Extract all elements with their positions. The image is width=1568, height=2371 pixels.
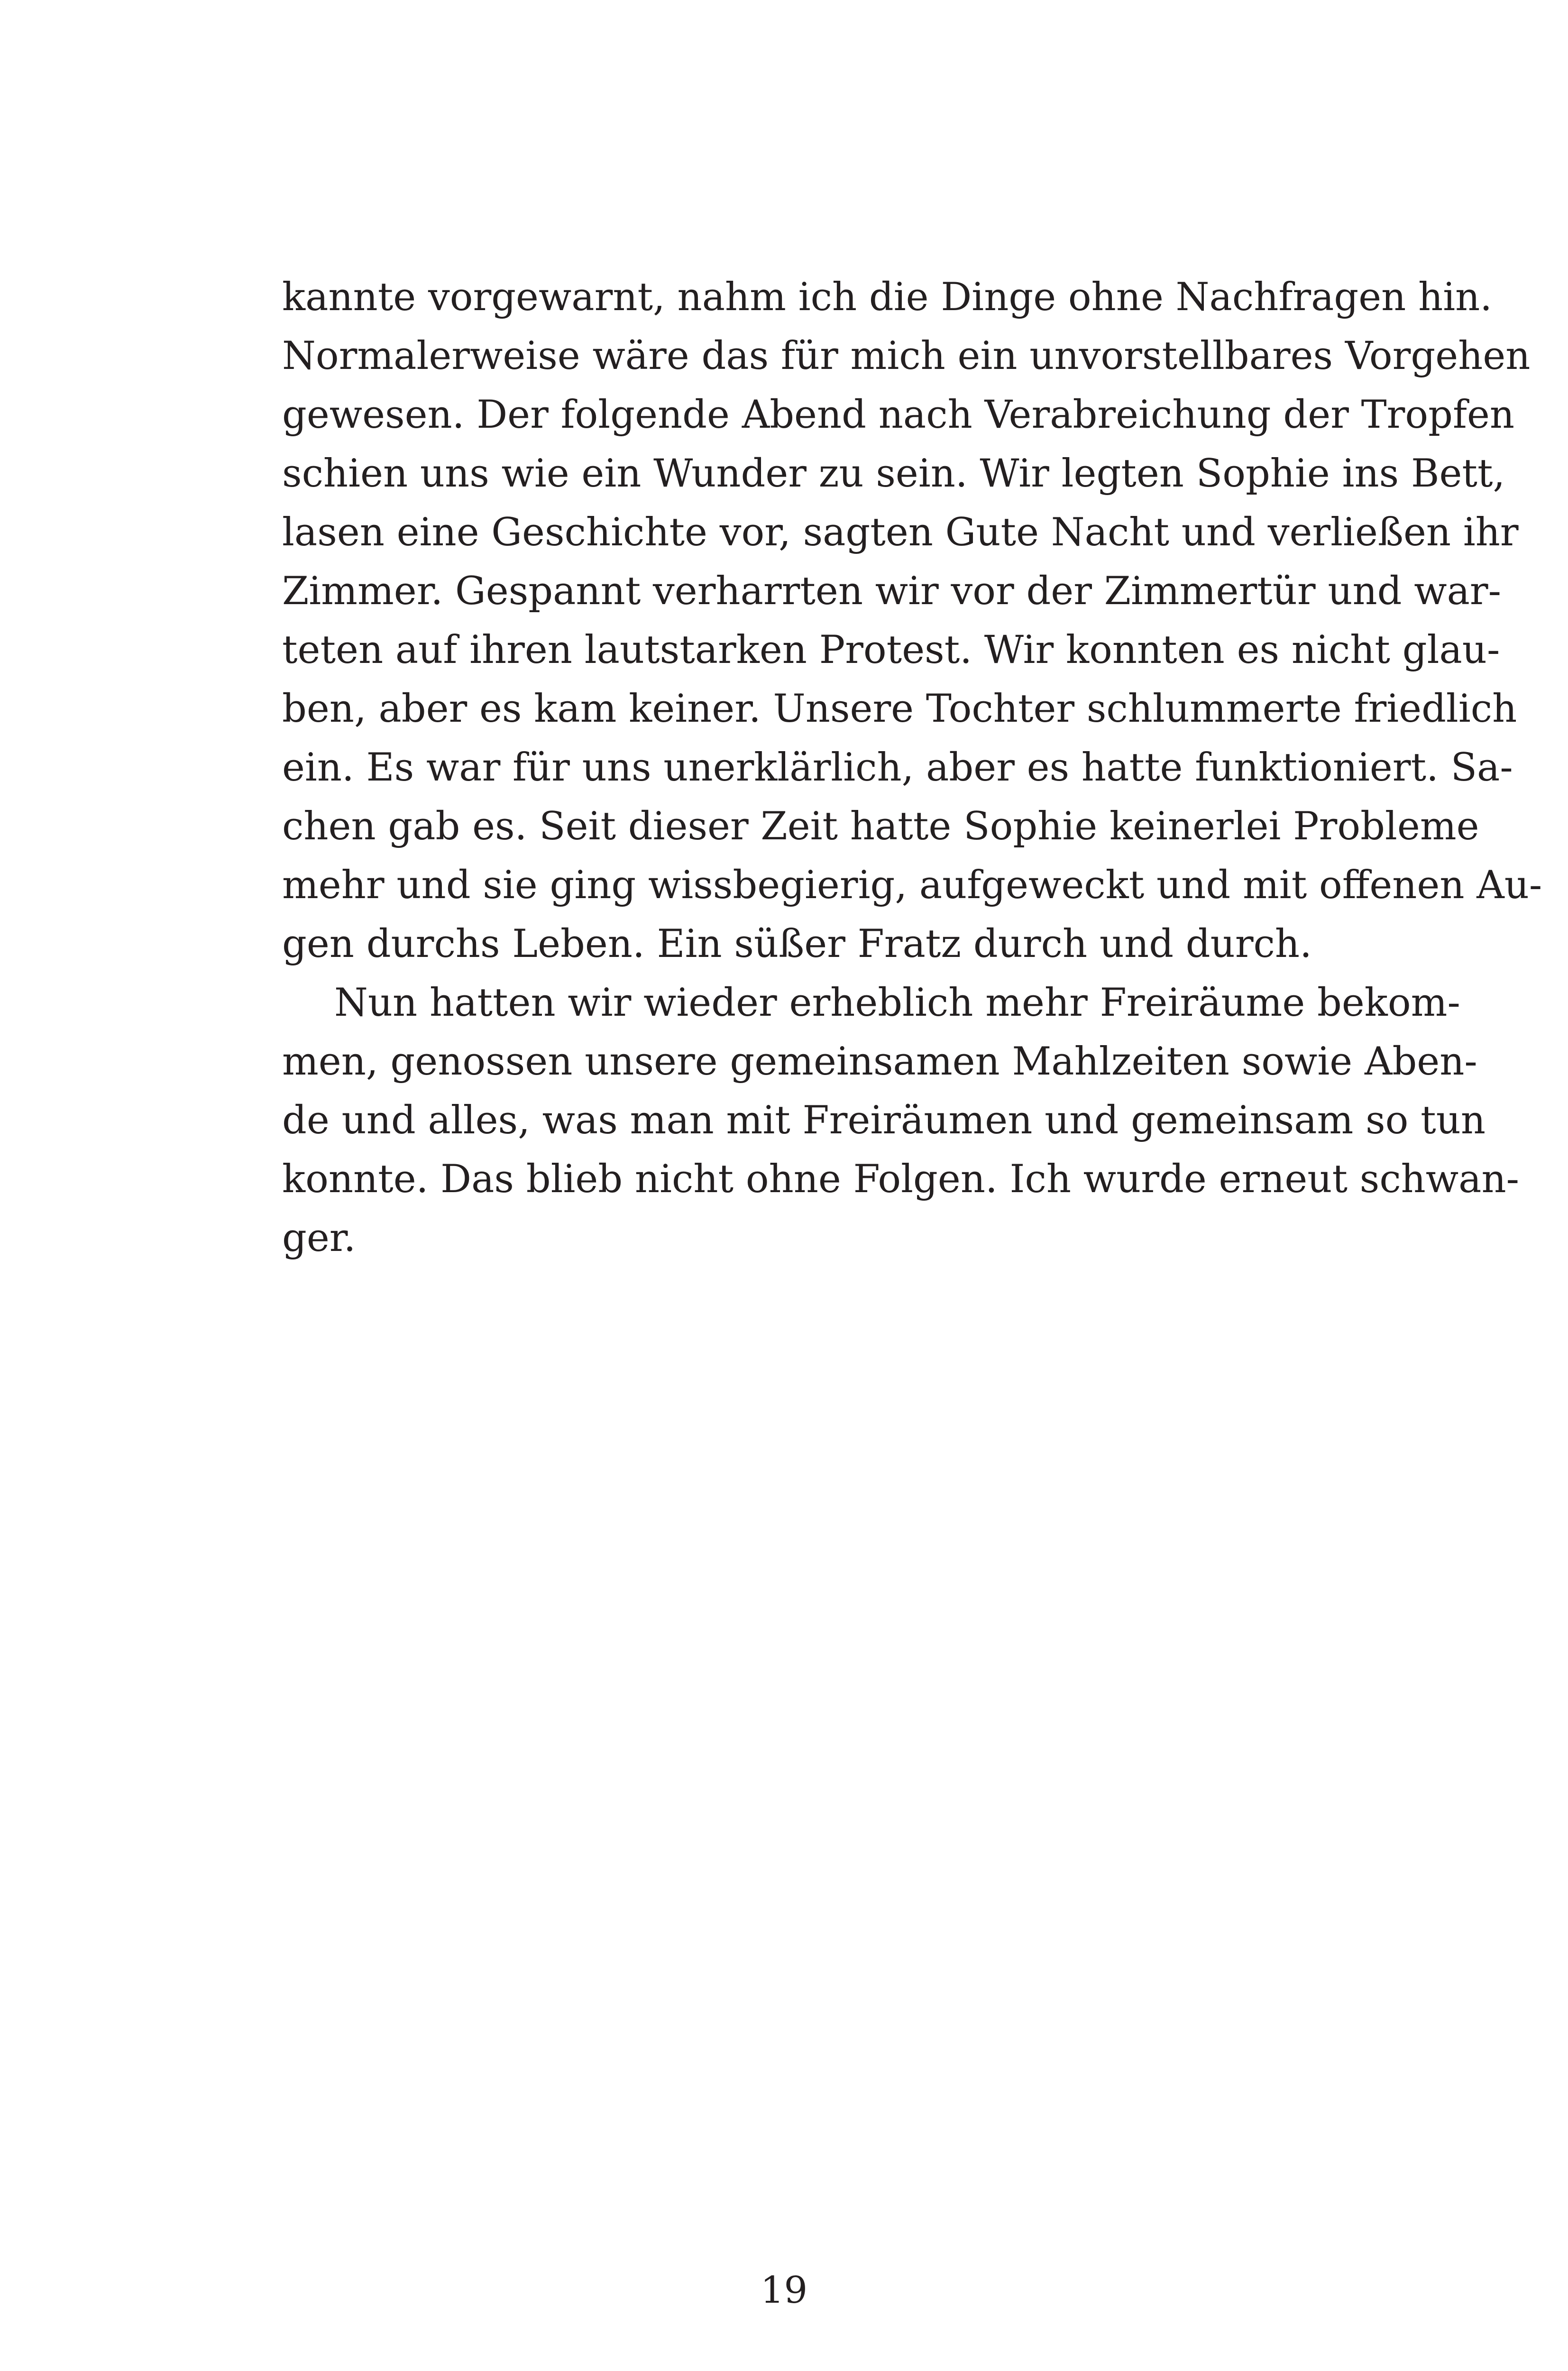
text-line: mehr und sie ging wissbegierig, aufgeweckt und mit offenen Au- (282, 863, 1542, 908)
text-line: chen gab es. Seit dieser Zeit hatte Sophie keinerlei Probleme (282, 804, 1479, 849)
text-line: gen durchs Leben. Ein süßer Fratz durch und durch. (282, 922, 1312, 966)
body-text (282, 268, 1542, 1268)
text-line: men, genossen unsere gemeinsamen Mahlzeiten sowie Aben- (282, 1039, 1477, 1084)
text-line: lasen eine Geschichte vor, sagten Gute Nacht und verließen ihr (282, 510, 1519, 555)
text-line: Zimmer. Gespannt verharrten wir vor der Zimmertür und war- (282, 569, 1501, 614)
text-line: konnte. Das blieb nicht ohne Folgen. Ich wurde erneut schwan- (282, 1157, 1520, 1202)
text-line: Normalerweise wäre das für mich ein unvorstellbares Vorgehen (282, 334, 1531, 378)
text-line: schien uns wie ein Wunder zu sein. Wir legten Sophie ins Bett, (282, 451, 1505, 496)
text-line: kannte vorgewarnt, nahm ich die Dinge ohne Nachfragen hin. (282, 275, 1493, 320)
text-line: ein. Es war für uns unerklärlich, aber es hatte funktioniert. Sa- (282, 745, 1513, 790)
text-line: de und alles, was man mit Freiräumen und gemeinsam so tun (282, 1098, 1486, 1143)
text-line: Nun hatten wir wieder erheblich mehr Freiräume bekom- (334, 981, 1460, 1025)
paragraph-1 (282, 268, 1542, 974)
page-number: 19 (760, 2269, 808, 2312)
text-line: ben, aber es kam keiner. Unsere Tochter schlummerte friedlich (282, 687, 1517, 731)
text-line: teten auf ihren lautstarken Protest. Wir konnten es nicht glau- (282, 628, 1500, 672)
text-line: ger. (282, 1216, 356, 1260)
paragraph-2 (282, 974, 1520, 1268)
text-line: gewesen. Der folgende Abend nach Verabreichung der Tropfen (282, 393, 1515, 437)
